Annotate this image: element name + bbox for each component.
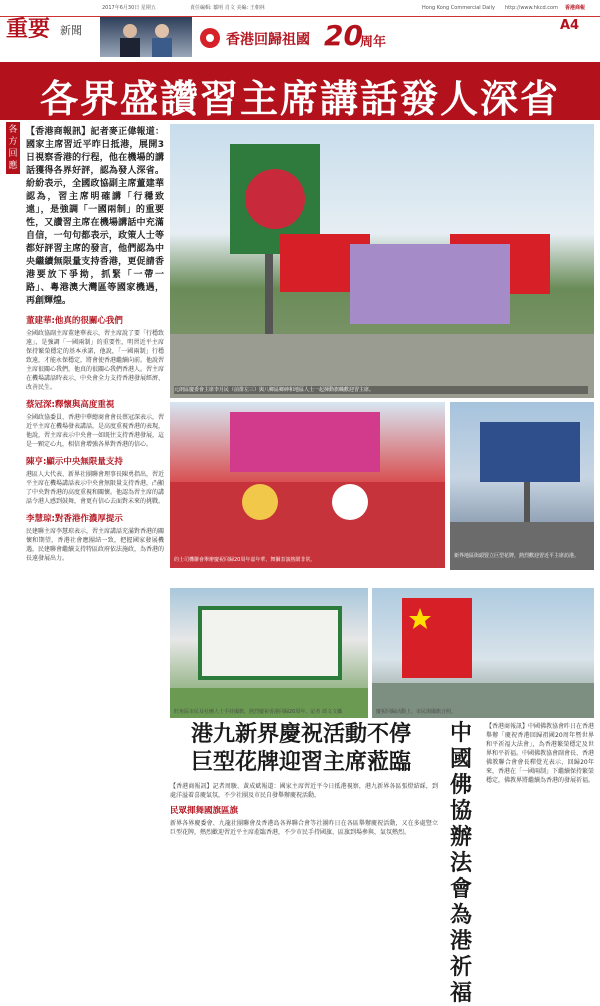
side-tag: 各方回應	[6, 122, 20, 174]
paper-logo: 香港商報	[565, 5, 586, 11]
billboard-photo	[450, 402, 594, 570]
section-body: 港區人大代表、新界社團聯會理事長陳勇指出，習近平主席在機場講話表示中央會無限量支持香港，凸顯了中央對香港的高度重視和關懷。他認為習主席的講話令港人感到鼓舞，會更有信心去面對未來的挑戰。	[26, 471, 165, 505]
section-head: 蔡冠深:釋懷與高度重視	[26, 400, 115, 410]
main-headline: 各界盛讚習主席講話發人深省	[39, 76, 560, 121]
photo-caption: 旺角區市民及社團人士手持國旗，熱烈慶祝香港回歸20周年。記者 馮文文攝	[174, 709, 342, 715]
editor-line: 責任編輯: 鄒明 肖文 美編: 王朝林	[190, 5, 265, 11]
anniversary-number: 20	[324, 19, 363, 52]
anniversary-suffix: 周年	[360, 35, 387, 50]
page-number: A4	[560, 18, 580, 33]
date-line: 2017年6月30日 星期五	[102, 5, 156, 11]
story2-body	[170, 782, 438, 837]
photo-caption: 的士司機聯會舉辦慶祝回歸20周年嘉年華，舞獅表演熱鬧非常。	[174, 557, 316, 563]
paper-url: http://www.hkcd.com	[505, 5, 558, 11]
story2-headline-line1: 港九新界慶祝活動不停	[190, 721, 411, 747]
story2-headline-line2: 巨型花牌迎習主席蒞臨	[190, 749, 411, 775]
story3-headline: 中國佛協辦法會為港祈福	[450, 720, 473, 1006]
photo-caption: 元朗區慶委會主席李月民（前排左三）與八鄉區鄉紳和地區人士一起揮動旗幟歡迎習主席。	[174, 386, 588, 394]
anniversary-text: 香港回歸祖國	[226, 32, 310, 48]
section-head: 李慧琼:對香港作濃厚提示	[26, 514, 123, 524]
section-subtitle: 新聞	[60, 24, 82, 37]
lion-dance-photo	[170, 402, 445, 568]
leaders-photo	[100, 17, 192, 57]
section-head: 陳亨:顯示中央無限量支持	[26, 457, 123, 467]
paper-english-name: Hong Kong Commercial Daily	[422, 5, 495, 11]
story3-body: 【香港商報訊】中國佛教協會昨日在香港舉辦「慶祝香港回歸祖國20周年暨世界和平祈福大法會」，為香港繁榮穩定及世界和平祈福。中國佛教協會副會長、香港佛教聯合會會長釋覺光表示，回歸20年來，香港在「一國兩制」下繼續保持繁榮穩定，佛教界將繼續為香港的發展祈福。	[486, 723, 595, 784]
flower-board-photo	[170, 588, 368, 718]
masthead-strip	[0, 0, 600, 17]
section-body: 全國政協委員、香港中華總商會會長蔡冠深表示，習近平主席在機場發表講話，是高度重視香港的表現，他說，習主席表示中央會一如既往支持香港發展，這是一顆定心丸，相信會增強各界對香港的信心。	[26, 414, 165, 448]
section-head: 董建華:他真的很關心我們	[26, 316, 123, 326]
section-body: 民建聯主席李慧琼表示，習主席講話充滿對香港的關懷和期望，香港社會應團結一致，把握國家發展機遇，民建聯會繼續支持特區政府依法施政，為香港的長遠發展出力。	[26, 528, 165, 562]
main-photo	[170, 124, 594, 398]
story2-byline: 【香港商報訊】記者周駿、黃成斌報道：國家主席習近平今日抵港視察，港九新界各區張燈結綵，到處洋溢着喜慶氣氛，不少社團及市民自發舉辦慶祝活動。	[170, 783, 438, 799]
lead-paragraph: 【香港商報訊】記者麥正偉報道：國家主席習近平昨日抵港，展開3日視察香港的行程，他在機場的講話獲得各界好評，認為發人深省。紛紛表示，全國政協副主席董建華認為，習主席明確講「行穩致遠」，是強調「一國兩制」的重要性，又讚習主席在機場講話中充滿自信，一句句都表示，政策人士等都好評習主席的發言，他們認為中央繼續無限量支持香港，更促請香港要放下爭拗，抓緊「一帶一路」、粵港澳大灣區等國家機遇，再創輝煌。	[26, 127, 164, 306]
photo-caption: 新界地區街頭豎立巨型花牌，熱烈歡迎習近平主席訪港。	[454, 553, 580, 559]
section-body: 全國政協副主席董建華表示，習主席說了要「行穩致遠」，是強調「一國兩制」的重要性，明習近平主席保持繁榮穩定的基本承諾，他說，「一國兩制」行穩致遠，才能永保穩定，將會使香港繼續向前。他說習主席很關心我們，他真的很關心我們香港人。習主席在機場講話時表示，中央會全力支持香港發展經濟、改善民生。	[26, 330, 165, 391]
anniversary-banner	[196, 19, 396, 57]
section-title: 重要	[6, 16, 51, 42]
photo-caption: 慶祝回歸活動上，市民與國旗合照。	[376, 709, 457, 715]
story2-headline	[170, 720, 432, 776]
story2-subhead: 民眾揮舞國旗區旗	[170, 806, 239, 816]
lead-story	[26, 126, 164, 563]
story2-text: 新界各界慶委會、九龍社團聯會及香港島各界聯合會等社團昨日在各區舉辦慶祝活動，又在多處豎立巨型花牌，熱烈歡迎習近平主席蒞臨香港，不少市民手持國旗、區旗到場參與，氣氛熱烈。	[170, 820, 438, 836]
flag-photo	[372, 588, 594, 718]
